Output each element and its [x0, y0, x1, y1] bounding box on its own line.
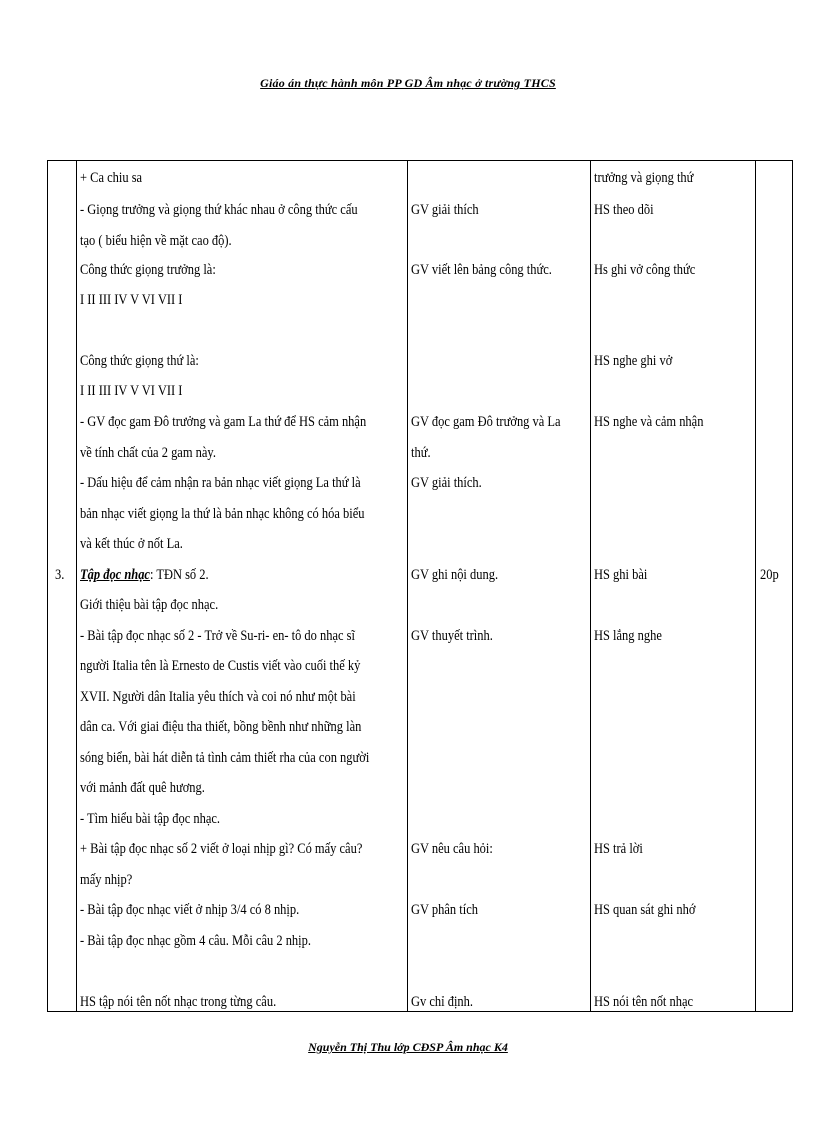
teacher-line: GV phân tích — [411, 902, 478, 918]
content-line: HS tập nói tên nốt nhạc trong từng câu. — [80, 994, 277, 1010]
content-line: dân ca. Với giai điệu tha thiết, bồng bềnh như những làn — [80, 719, 362, 735]
student-line: Hs ghi vở công thức — [594, 262, 696, 278]
teacher-line: GV thuyết trình. — [411, 628, 493, 644]
student-line: trưởng và giọng thứ — [594, 170, 694, 186]
student-line: HS nói tên nốt nhạc — [594, 994, 694, 1010]
time-cell — [756, 161, 793, 1012]
content-line: Công thức giọng thứ là: — [80, 353, 199, 369]
content-line: XVII. Người dân Italia yêu thích và coi nó như một bài — [80, 689, 356, 705]
teacher-line: GV giải thích. — [411, 475, 482, 491]
student-cell — [591, 161, 756, 1012]
content-line: người Italia tên là Ernesto de Custis viết vào cuối thế kỷ — [80, 658, 361, 674]
content-line: tạo ( biểu hiện về mặt cao độ). — [80, 233, 232, 249]
student-line: HS nghe ghi vở — [594, 353, 673, 369]
student-line: HS trả lời — [594, 841, 643, 857]
teacher-line: GV đọc gam Đô trưởng và La — [411, 414, 561, 430]
section-title-suffix: : TĐN số 2. — [149, 567, 209, 583]
content-line — [80, 564, 209, 586]
content-line: I II III IV V VI VII I — [80, 383, 183, 399]
content-line: + Bài tập đọc nhạc số 2 viết ở loại nhịp gì? Có mấy câu? — [80, 841, 363, 857]
content-line: và kết thúc ở nốt La. — [80, 536, 183, 552]
row-number-cell — [48, 161, 77, 1012]
content-line: về tính chất của 2 gam này. — [80, 445, 216, 461]
content-line: - GV đọc gam Đô trưởng và gam La thứ để HS cảm nhận — [80, 414, 367, 430]
student-line: HS theo dõi — [594, 202, 654, 218]
content-line: - Bài tập đọc nhạc số 2 - Trở về Su-ri- en- tô do nhạc sĩ — [80, 628, 355, 644]
page-footer: Nguyễn Thị Thu lớp CĐSP Âm nhạc K4 — [308, 1040, 508, 1054]
content-line: - Dấu hiệu để cảm nhận ra bản nhạc viết giọng La thứ là — [80, 475, 361, 491]
content-cell — [77, 161, 408, 1012]
content-line: I II III IV V VI VII I — [80, 292, 183, 308]
teacher-line: GV nêu câu hỏi: — [411, 841, 493, 857]
page-header: Giáo án thực hành môn PP GD Âm nhạc ở trường THCS — [260, 76, 556, 90]
content-line: - Bài tập đọc nhạc gồm 4 câu. Mỗi câu 2 nhịp. — [80, 933, 311, 949]
content-line: với mảnh đất quê hương. — [80, 780, 205, 796]
row-time: 20p — [760, 567, 779, 583]
content-line: sóng biển, bài hát diễn tả tình cảm thiết rha của con người — [80, 750, 370, 766]
teacher-line: GV ghi nội dung. — [411, 567, 499, 583]
student-line: HS quan sát ghi nhớ — [594, 902, 696, 918]
table-row — [48, 161, 793, 1012]
content-line: mấy nhịp? — [80, 872, 133, 888]
content-line: bản nhạc viết giọng la thứ là bản nhạc không có hóa biểu — [80, 506, 365, 522]
content-line: Công thức giọng trưởng là: — [80, 262, 216, 278]
section-title: Tập đọc nhạc — [80, 567, 150, 583]
teacher-cell — [408, 161, 591, 1012]
content-line: - Tìm hiểu bài tập đọc nhạc. — [80, 811, 221, 827]
student-line: HS ghi bài — [594, 567, 648, 583]
teacher-line: thứ. — [411, 445, 431, 461]
teacher-line: GV viết lên bảng công thức. — [411, 262, 552, 278]
content-line: + Ca chiu sa — [80, 170, 143, 186]
row-number: 3. — [55, 567, 65, 583]
student-line: HS nghe và cảm nhận — [594, 414, 704, 430]
teacher-line: GV giải thích — [411, 202, 479, 218]
content-line: - Bài tập đọc nhạc viết ở nhịp 3/4 có 8 nhịp. — [80, 902, 300, 918]
teacher-line: Gv chỉ định. — [411, 994, 474, 1010]
content-line: - Giọng trưởng và giọng thứ khác nhau ở công thức cấu — [80, 202, 358, 218]
lesson-table — [47, 160, 793, 1012]
student-line: HS lắng nghe — [594, 628, 662, 644]
content-line: Giới thiệu bài tập đọc nhạc. — [80, 597, 219, 613]
